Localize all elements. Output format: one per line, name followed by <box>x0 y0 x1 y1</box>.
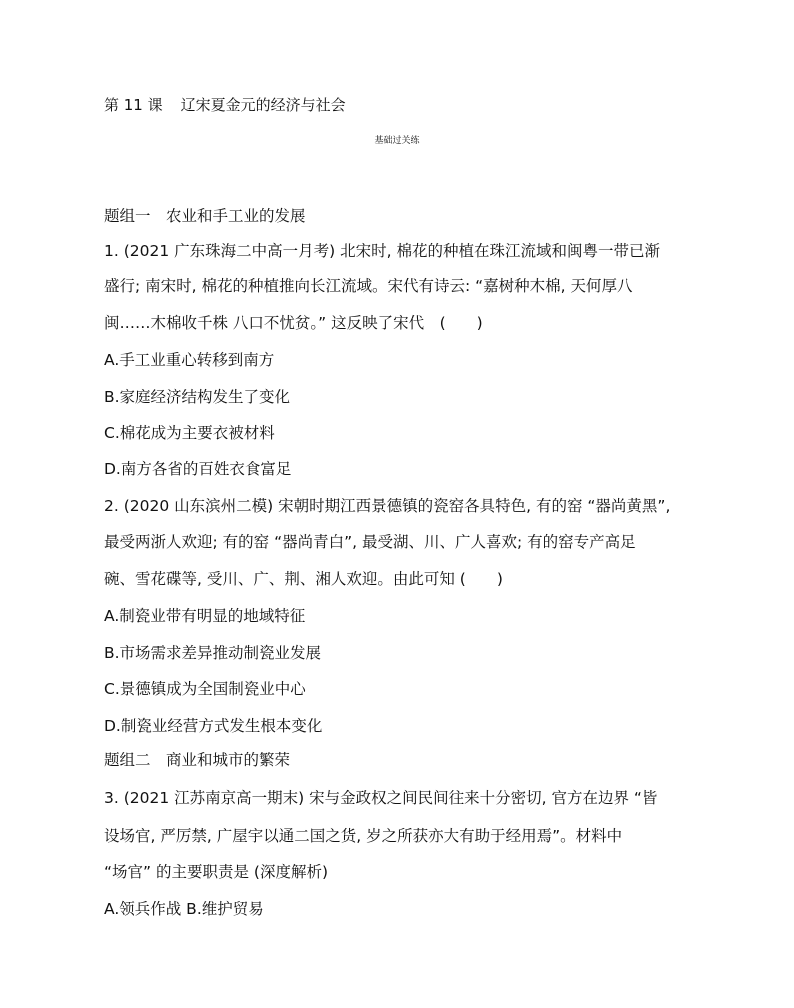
question-2-line-3: 碗、雪花碟等, 受川、广、荆、湘人欢迎。由此可知 ( ) <box>104 570 503 588</box>
group-2-title: 题组二 商业和城市的繁荣 <box>104 751 291 769</box>
group-1-title: 题组一 农业和手工业的发展 <box>104 207 306 225</box>
question-2-line-2: 最受两浙人欢迎; 有的窑 “器尚青白”, 最受湖、川、广人喜欢; 有的窑专产高足 <box>104 533 636 551</box>
question-1-option-c: C.棉花成为主要衣被材料 <box>104 424 275 442</box>
question-1-line-3: 闽……木棉收千株 八口不忧贫。” 这反映了宋代 ( ) <box>104 314 483 332</box>
question-1-option-b: B.家庭经济结构发生了变化 <box>104 388 291 406</box>
question-2-option-d: D.制瓷业经营方式发生根本变化 <box>104 717 323 735</box>
question-2-line-1: 2. (2020 山东滨州二模) 宋朝时期江西景德镇的瓷窑各具特色, 有的窑 “器尚黄黑”, <box>104 497 671 515</box>
question-2-option-a: A.制瓷业带有明显的地域特征 <box>104 607 306 625</box>
lesson-title <box>104 95 346 115</box>
question-1-line-2: 盛行; 南宋时, 棉花的种植推向长江流域。宋代有诗云: “嘉树种木棉, 天何厚八 <box>104 277 633 295</box>
question-1-option-d: D.南方各省的百姓衣食富足 <box>104 460 292 478</box>
lesson-number: 第 11 课 <box>104 96 163 114</box>
question-3-options: A.领兵作战 B.维护贸易 <box>104 900 264 918</box>
question-3-line-3: “场官” 的主要职责是 (深度解析) <box>104 863 329 881</box>
question-3-line-1: 3. (2021 江苏南京高一期末) 宋与金政权之间民间往来十分密切, 官方在边界 “皆 <box>104 789 658 807</box>
question-3-line-2: 设场官, 严厉禁, 广屋宇以通二国之货, 岁之所获亦大有助于经用焉”。材料中 <box>104 827 623 845</box>
question-1-line-1: 1. (2021 广东珠海二中高一月考) 北宋时, 棉花的种植在珠江流域和闽粤一带已渐 <box>104 242 660 260</box>
question-2-option-b: B.市场需求差异推动制瓷业发展 <box>104 644 322 662</box>
question-2-option-c: C.景德镇成为全国制瓷业中心 <box>104 680 306 698</box>
section-title: 基础过关练 <box>374 136 420 146</box>
lesson-name: 辽宋夏金元的经济与社会 <box>180 96 346 114</box>
question-1-option-a: A.手工业重心转移到南方 <box>104 351 275 369</box>
